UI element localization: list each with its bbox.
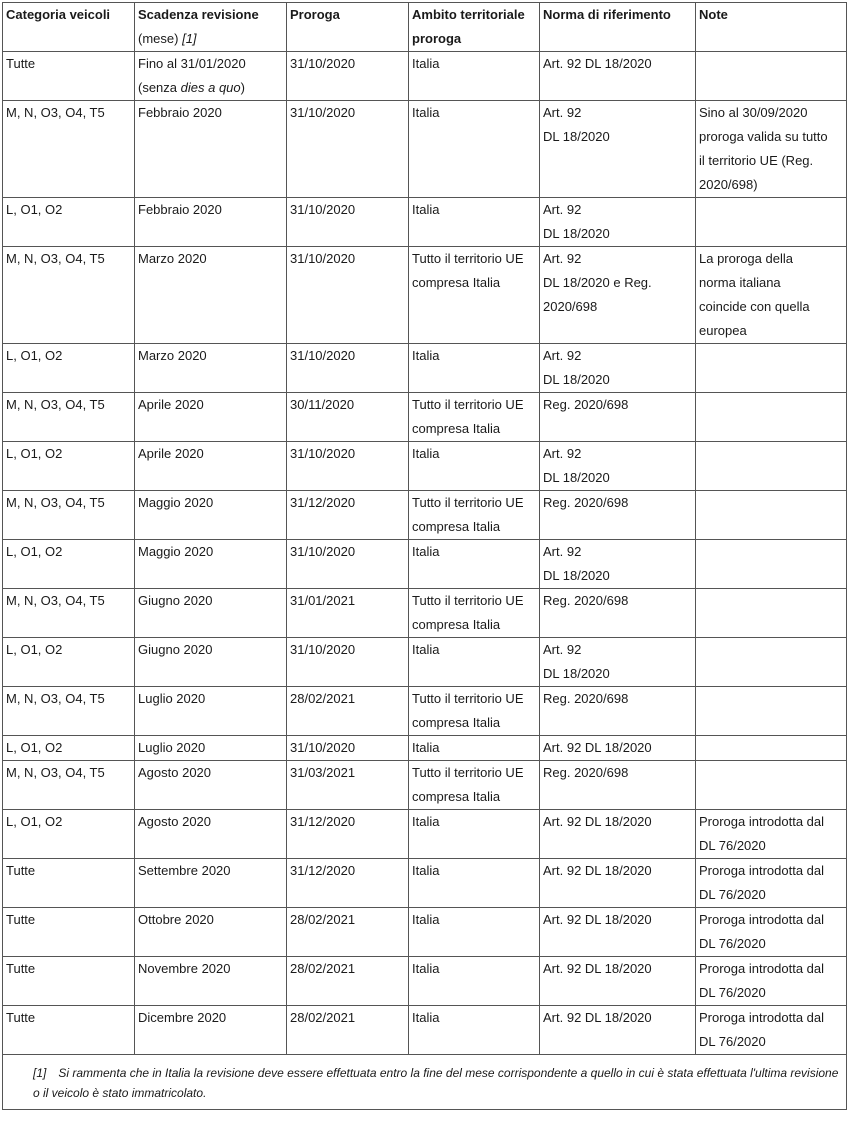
- cell-line: DL 18/2020: [543, 470, 610, 485]
- table-row: [3, 52, 847, 101]
- cell-line: DL 76/2020: [699, 887, 766, 902]
- cell-line: Reg. 2020/698: [543, 495, 629, 510]
- cell-norma: [540, 736, 696, 761]
- cell-scadenza: Marzo 2020: [135, 247, 287, 344]
- cell-line: Italia: [412, 912, 440, 927]
- table-row: [3, 589, 847, 638]
- cell-line: compresa Italia: [412, 421, 501, 436]
- table-row: [3, 908, 847, 957]
- cell-scadenza: Fino al 31/01/2020 (senza dies a quo): [135, 52, 287, 101]
- cell-line: Reg. 2020/698: [543, 397, 629, 412]
- cell-categoria: Tutte: [3, 957, 135, 1006]
- cell-line: DL 76/2020: [699, 1034, 766, 1049]
- cell-line: il territorio UE (Reg.: [699, 153, 814, 168]
- cell-line: Reg. 2020/698: [543, 765, 629, 780]
- cell-note: [696, 344, 847, 393]
- cell-line: coincide con quella: [699, 299, 810, 314]
- cell-line: proroga valida su tutto: [699, 129, 828, 144]
- footnote: [3, 1055, 847, 1110]
- cell-scadenza: Luglio 2020: [135, 687, 287, 736]
- footnote-marker: [1]: [33, 1066, 47, 1080]
- cell-line: Tutto il territorio UE: [412, 495, 524, 510]
- cell-ambito: [409, 491, 540, 540]
- cell-proroga: 31/03/2021: [287, 761, 409, 810]
- cell-note: [696, 810, 847, 859]
- cell-categoria: L, O1, O2: [3, 198, 135, 247]
- cell-scadenza: Agosto 2020: [135, 761, 287, 810]
- cell-note: [696, 638, 847, 687]
- table-row: [3, 491, 847, 540]
- cell-proroga: 31/10/2020: [287, 247, 409, 344]
- cell-proroga: 31/10/2020: [287, 540, 409, 589]
- cell-norma: [540, 540, 696, 589]
- cell-line: DL 76/2020: [699, 936, 766, 951]
- cell-line: Art. 92: [543, 642, 582, 657]
- cell-ambito: [409, 957, 540, 1006]
- table-row: [3, 736, 847, 761]
- cell-line: Italia: [412, 202, 440, 217]
- cell-categoria: M, N, O3, O4, T5: [3, 589, 135, 638]
- cell-ambito: [409, 589, 540, 638]
- cell-line: Art. 92 DL 18/2020: [543, 740, 652, 755]
- footnote-ref[interactable]: [1]: [182, 31, 197, 46]
- header-ambito: Ambito territoriale proroga: [409, 3, 540, 52]
- cell-line: Art. 92 DL 18/2020: [543, 56, 652, 71]
- cell-ambito: [409, 52, 540, 101]
- cell-norma: [540, 1006, 696, 1055]
- cell-ambito: [409, 247, 540, 344]
- table-row: [3, 810, 847, 859]
- cell-line: DL 18/2020: [543, 568, 610, 583]
- cell-line: Italia: [412, 56, 440, 71]
- cell-norma: [540, 344, 696, 393]
- cell-line: compresa Italia: [412, 715, 501, 730]
- table-row: [3, 101, 847, 198]
- cell-proroga: 28/02/2021: [287, 687, 409, 736]
- cell-line: Art. 92: [543, 251, 582, 266]
- cell-scadenza: Giugno 2020: [135, 589, 287, 638]
- cell-line: Tutto il territorio UE: [412, 765, 524, 780]
- cell-proroga: 31/10/2020: [287, 638, 409, 687]
- header-note: Note: [696, 3, 847, 52]
- cell-note: [696, 589, 847, 638]
- table-row: [3, 687, 847, 736]
- cell-note: [696, 101, 847, 198]
- cell-proroga: 31/10/2020: [287, 52, 409, 101]
- cell-scadenza: Aprile 2020: [135, 393, 287, 442]
- cell-line: Tutto il territorio UE: [412, 593, 524, 608]
- cell-norma: [540, 908, 696, 957]
- cell-norma: [540, 687, 696, 736]
- cell-ambito: [409, 908, 540, 957]
- cell-scadenza: Maggio 2020: [135, 540, 287, 589]
- cell-note: [696, 859, 847, 908]
- cell-line: Art. 92: [543, 446, 582, 461]
- cell-proroga: 28/02/2021: [287, 1006, 409, 1055]
- cell-line: Art. 92 DL 18/2020: [543, 961, 652, 976]
- cell-line: DL 18/2020: [543, 372, 610, 387]
- header-row: [3, 3, 847, 52]
- cell-note: [696, 247, 847, 344]
- cell-norma: [540, 589, 696, 638]
- cell-proroga: 30/11/2020: [287, 393, 409, 442]
- cell-line: europea: [699, 323, 747, 338]
- cell-line: Italia: [412, 348, 440, 363]
- cell-norma: [540, 442, 696, 491]
- cell-scadenza: Dicembre 2020: [135, 1006, 287, 1055]
- cell-line: DL 76/2020: [699, 838, 766, 853]
- cell-line: Reg. 2020/698: [543, 593, 629, 608]
- cell-line: compresa Italia: [412, 617, 501, 632]
- cell-note: [696, 736, 847, 761]
- cell-proroga: 28/02/2021: [287, 908, 409, 957]
- cell-scadenza: Agosto 2020: [135, 810, 287, 859]
- cell-proroga: 31/12/2020: [287, 859, 409, 908]
- cell-scadenza: Ottobre 2020: [135, 908, 287, 957]
- cell-line: Art. 92 DL 18/2020: [543, 912, 652, 927]
- cell-norma: [540, 393, 696, 442]
- cell-norma: [540, 491, 696, 540]
- cell-line: Italia: [412, 642, 440, 657]
- cell-norma: [540, 52, 696, 101]
- cell-note: [696, 491, 847, 540]
- cell-norma: [540, 101, 696, 198]
- cell-line: 2020/698: [543, 299, 598, 314]
- cell-proroga: 31/10/2020: [287, 198, 409, 247]
- cell-line: Reg. 2020/698: [543, 691, 629, 706]
- cell-ambito: [409, 687, 540, 736]
- cell-norma: [540, 761, 696, 810]
- cell-line: Proroga introdotta dal: [699, 1010, 825, 1025]
- header-proroga: Proroga: [287, 3, 409, 52]
- cell-categoria: L, O1, O2: [3, 810, 135, 859]
- cell-proroga: 31/12/2020: [287, 491, 409, 540]
- cell-ambito: [409, 638, 540, 687]
- cell-note: [696, 442, 847, 491]
- cell-note: [696, 1006, 847, 1055]
- header-scadenza: Scadenza revisione (mese) [1]: [135, 3, 287, 52]
- cell-categoria: Tutte: [3, 859, 135, 908]
- cell-line: Proroga introdotta dal: [699, 863, 825, 878]
- cell-ambito: [409, 859, 540, 908]
- cell-line: Tutto il territorio UE: [412, 251, 524, 266]
- cell-ambito: [409, 344, 540, 393]
- cell-categoria: L, O1, O2: [3, 736, 135, 761]
- cell-note: [696, 687, 847, 736]
- cell-proroga: 28/02/2021: [287, 957, 409, 1006]
- cell-line: Proroga introdotta dal: [699, 961, 825, 976]
- cell-note: [696, 198, 847, 247]
- cell-line: DL 18/2020: [543, 129, 610, 144]
- cell-line: Italia: [412, 961, 440, 976]
- cell-categoria: M, N, O3, O4, T5: [3, 761, 135, 810]
- cell-line: Tutto il territorio UE: [412, 397, 524, 412]
- table-row: [3, 247, 847, 344]
- cell-ambito: [409, 540, 540, 589]
- table-row: [3, 344, 847, 393]
- table-row: [3, 859, 847, 908]
- cell-categoria: Tutte: [3, 908, 135, 957]
- table-row: [3, 198, 847, 247]
- cell-norma: [540, 957, 696, 1006]
- cell-note: [696, 540, 847, 589]
- table-row: [3, 957, 847, 1006]
- cell-categoria: M, N, O3, O4, T5: [3, 393, 135, 442]
- cell-proroga: 31/10/2020: [287, 344, 409, 393]
- cell-scadenza: Luglio 2020: [135, 736, 287, 761]
- table-row: [3, 638, 847, 687]
- cell-norma: [540, 247, 696, 344]
- table-row: [3, 442, 847, 491]
- cell-categoria: Tutte: [3, 52, 135, 101]
- cell-norma: [540, 638, 696, 687]
- cell-line: Art. 92: [543, 544, 582, 559]
- cell-categoria: M, N, O3, O4, T5: [3, 491, 135, 540]
- cell-categoria: L, O1, O2: [3, 344, 135, 393]
- cell-note: [696, 52, 847, 101]
- cell-line: Italia: [412, 814, 440, 829]
- table-row: [3, 1006, 847, 1055]
- footnote-row: [3, 1055, 847, 1110]
- cell-note: [696, 957, 847, 1006]
- cell-ambito: [409, 810, 540, 859]
- cell-categoria: Tutte: [3, 1006, 135, 1055]
- cell-scadenza: Marzo 2020: [135, 344, 287, 393]
- revisione-proroga-table: [2, 2, 847, 1110]
- cell-categoria: M, N, O3, O4, T5: [3, 247, 135, 344]
- cell-line: DL 18/2020: [543, 226, 610, 241]
- cell-scadenza: Aprile 2020: [135, 442, 287, 491]
- cell-line: compresa Italia: [412, 789, 501, 804]
- cell-scadenza: Giugno 2020: [135, 638, 287, 687]
- cell-proroga: 31/10/2020: [287, 101, 409, 198]
- cell-ambito: [409, 101, 540, 198]
- cell-line: compresa Italia: [412, 275, 501, 290]
- cell-line: Italia: [412, 740, 440, 755]
- cell-line: DL 18/2020: [543, 666, 610, 681]
- cell-line: Sino al 30/09/2020: [699, 105, 808, 120]
- cell-norma: [540, 810, 696, 859]
- cell-scadenza: Febbraio 2020: [135, 198, 287, 247]
- cell-norma: [540, 198, 696, 247]
- cell-line: Proroga introdotta dal: [699, 814, 825, 829]
- cell-categoria: L, O1, O2: [3, 638, 135, 687]
- cell-line: Italia: [412, 105, 440, 120]
- cell-line: Italia: [412, 446, 440, 461]
- cell-line: Italia: [412, 544, 440, 559]
- cell-line: Art. 92 DL 18/2020: [543, 814, 652, 829]
- cell-line: norma italiana: [699, 275, 781, 290]
- table-row: [3, 761, 847, 810]
- cell-note: [696, 393, 847, 442]
- cell-norma: [540, 859, 696, 908]
- cell-scadenza: Maggio 2020: [135, 491, 287, 540]
- cell-line: 2020/698): [699, 177, 758, 192]
- cell-scadenza: Novembre 2020: [135, 957, 287, 1006]
- cell-ambito: [409, 761, 540, 810]
- cell-line: Art. 92: [543, 348, 582, 363]
- cell-scadenza: Settembre 2020: [135, 859, 287, 908]
- cell-proroga: 31/10/2020: [287, 442, 409, 491]
- cell-note: [696, 761, 847, 810]
- cell-ambito: [409, 1006, 540, 1055]
- cell-line: Art. 92: [543, 105, 582, 120]
- cell-line: Art. 92 DL 18/2020: [543, 1010, 652, 1025]
- cell-ambito: [409, 736, 540, 761]
- cell-line: Proroga introdotta dal: [699, 912, 825, 927]
- cell-line: Art. 92: [543, 202, 582, 217]
- cell-scadenza: Febbraio 2020: [135, 101, 287, 198]
- cell-categoria: L, O1, O2: [3, 442, 135, 491]
- cell-ambito: [409, 393, 540, 442]
- table-row: [3, 393, 847, 442]
- cell-line: DL 18/2020 e Reg.: [543, 275, 652, 290]
- cell-proroga: 31/10/2020: [287, 736, 409, 761]
- cell-line: DL 76/2020: [699, 985, 766, 1000]
- cell-line: Italia: [412, 1010, 440, 1025]
- cell-categoria: M, N, O3, O4, T5: [3, 687, 135, 736]
- header-norma: Norma di riferimento: [540, 3, 696, 52]
- cell-proroga: 31/01/2021: [287, 589, 409, 638]
- cell-categoria: L, O1, O2: [3, 540, 135, 589]
- footnote-text: Si rammenta che in Italia la revisione deve essere effettuata entro la fine del mese corrispondente a quello in cui è stata effettuata l'ultima revisione o il veicolo è stato immatricolato.: [33, 1066, 839, 1100]
- cell-line: compresa Italia: [412, 519, 501, 534]
- cell-ambito: [409, 442, 540, 491]
- cell-proroga: 31/12/2020: [287, 810, 409, 859]
- table-row: [3, 540, 847, 589]
- cell-line: Tutto il territorio UE: [412, 691, 524, 706]
- cell-ambito: [409, 198, 540, 247]
- cell-categoria: M, N, O3, O4, T5: [3, 101, 135, 198]
- cell-note: [696, 908, 847, 957]
- cell-line: La proroga della: [699, 251, 793, 266]
- cell-line: Art. 92 DL 18/2020: [543, 863, 652, 878]
- header-categoria: Categoria veicoli: [3, 3, 135, 52]
- cell-line: Italia: [412, 863, 440, 878]
